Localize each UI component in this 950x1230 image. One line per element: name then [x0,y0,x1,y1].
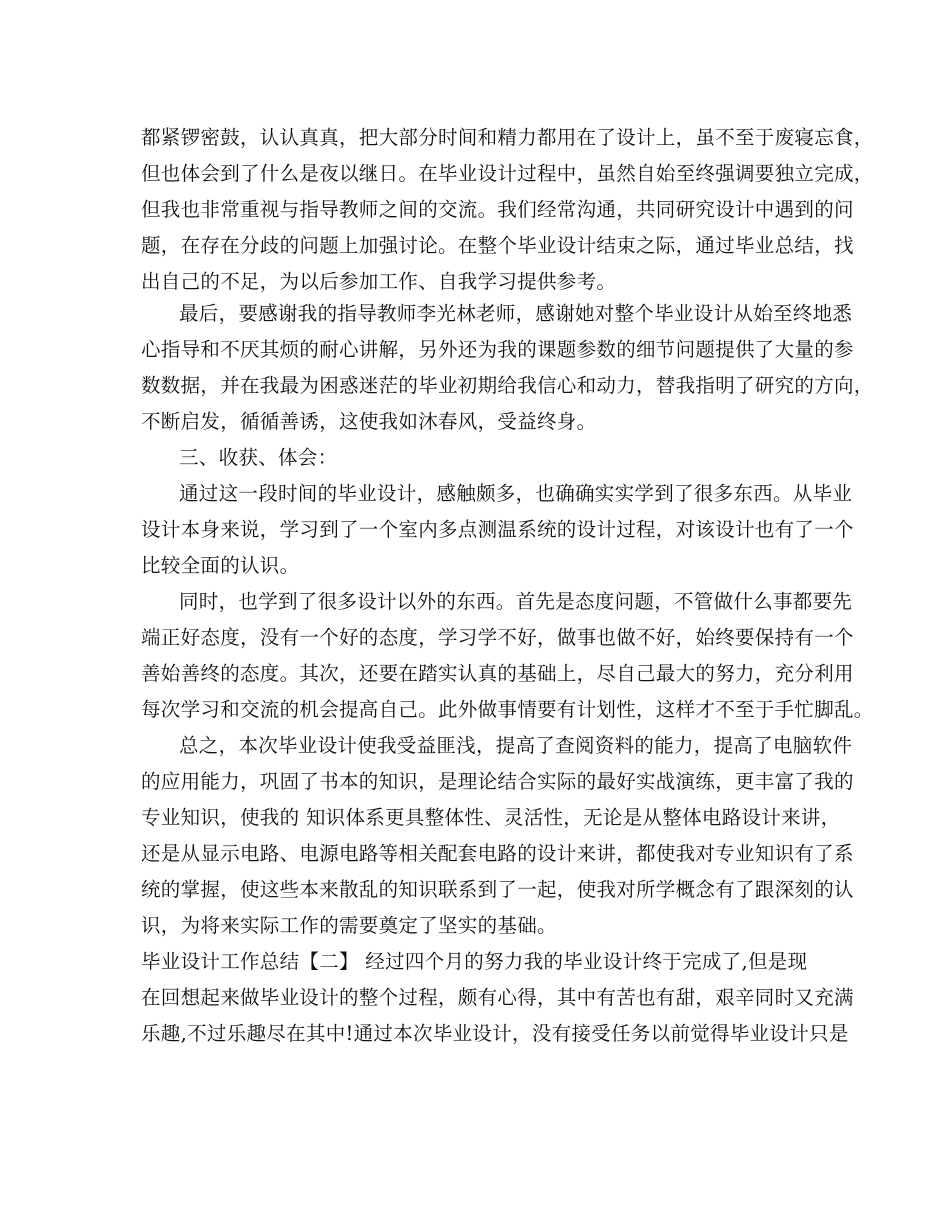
text-line: 每次学习和交流的机会提高自己。此外做事情要有计划性，这样才不至于手忙脚乱。 [141,698,874,721]
text-line: 在回想起来做毕业设计的整个过程，颇有心得，其中有苦也有甜，艰辛同时又充满 [141,986,854,1009]
section-heading: 三、收获、体会： [179,446,338,469]
paragraph-start-line: 总之，本次毕业设计使我受益匪浅，提高了查阅资料的能力，提高了电脑软件 [179,734,853,757]
text-line: 题，在存在分歧的问题上加强讨论。在整个毕业设计结束之际，通过毕业总结，找 [141,234,854,257]
text-line: 数数据，并在我最为困惑迷茫的毕业初期给我信心和动力，替我指明了研究的方向， [141,374,874,397]
text-line: 但也体会到了什么是夜以继日。在毕业设计过程中，虽然自始至终强调要独立完成， [141,162,874,185]
text-line: 善始善终的态度。其次，还要在踏实认真的基础上，尽自己最大的努力，充分利用 [141,662,854,685]
text-line: 乐趣,不过乐趣尽在其中!通过本次毕业设计，没有接受任务以前觉得毕业设计只是 [141,1022,849,1045]
text-line: 端正好态度，没有一个好的态度，学习学不好，做事也做不好，始终要保持有一个 [141,626,854,649]
text-line: 的应用能力，巩固了书本的知识，是理论结合实际的最好实战演练，更丰富了我的 [141,770,854,793]
text-line: 统的掌握，使这些本来散乱的知识联系到了一起，使我对所学概念有了跟深刻的认 [141,878,854,901]
text-line: 专业知识，使我的 知识体系更具整体性、灵活性，无论是从整体电路设计来讲， [141,806,841,829]
text-line: 出自己的不足，为以后参加工作、自我学习提供参考。 [141,270,617,293]
paragraph-start-line: 同时，也学到了很多设计以外的东西。首先是态度问题，不管做什么事都要先 [179,590,853,613]
text-line: 比较全面的认识。 [141,554,300,577]
text-line: 但我也非常重视与指导教师之间的交流。我们经常沟通，共同研究设计中遇到的问 [141,198,854,221]
text-line: 不断启发，循循善诱，这使我如沐春风，受益终身。 [141,410,597,433]
paragraph-start-line: 最后，要感谢我的指导教师李光林老师，感谢她对整个毕业设计从始至终地悉 [179,302,853,325]
paragraph-start-line: 通过这一段时间的毕业设计，感触颇多，也确确实实学到了很多东西。从毕业 [179,482,853,505]
text-line: 都紧锣密鼓，认认真真，把大部分时间和精力都用在了设计上，虽不至于废寝忘食， [141,126,874,149]
text-line: 设计本身来说，学习到了一个室内多点测温系统的设计过程，对该设计也有了一个 [141,518,854,541]
summary-two-heading-line: 毕业设计工作总结【二】 经过四个月的努力我的毕业设计终于完成了,但是现 [141,950,808,973]
text-line: 还是从显示电路、电源电路等相关配套电路的设计来讲，都使我对专业知识有了系 [141,842,854,865]
text-line: 心指导和不厌其烦的耐心讲解，另外还为我的课题参数的细节问题提供了大量的参 [141,338,854,361]
text-line: 识，为将来实际工作的需要奠定了坚实的基础。 [141,914,557,937]
